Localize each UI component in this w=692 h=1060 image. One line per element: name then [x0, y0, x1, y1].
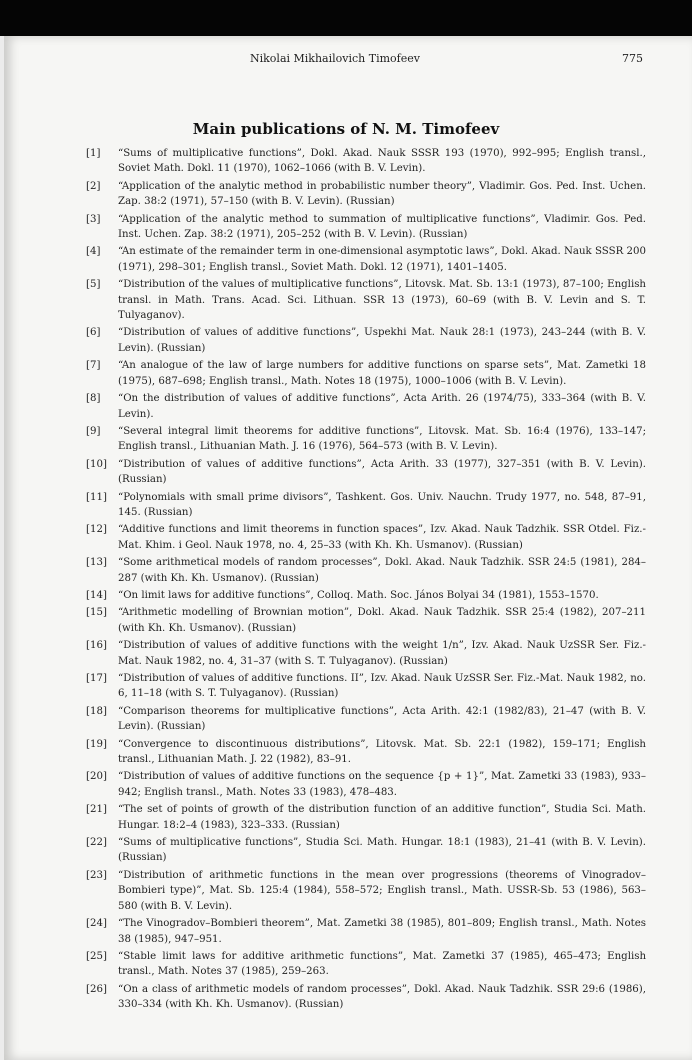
publication-number: [4]	[86, 246, 101, 258]
publication-citation: “An estimate of the remainder term in one-dimensional asymptotic laws”, Dokl. Akad. Nauk SSSR 200 (1971), 298–301; English transl., Soviet Math. Dokl. 12 (1971), 1401–1405.	[118, 246, 646, 273]
running-head: Nikolai Mikhailovich Timofeev	[250, 52, 420, 65]
publication-citation: “Distribution of values of additive functions”, Acta Arith. 33 (1977), 327–351 (with B. V. Levin). (Russian)	[118, 458, 646, 486]
publication-entry	[86, 212, 646, 243]
publication-citation: “Polynomials with small prime divisors”, Tashkent. Gos. Univ. Nauchn. Trudy 1977, no. 548, 87–91, 145. (Russian)	[118, 491, 646, 518]
publication-citation: “Distribution of values of additive functions. II”, Izv. Akad. Nauk UzSSR Ser. Fiz.-Mat. Nauk 1982, no. 6, 11–18 (with S. T. Tulyaganov). (Russian)	[118, 673, 646, 700]
publication-number: [16]	[86, 640, 107, 652]
publication-entry	[86, 802, 646, 833]
publication-entry	[86, 391, 646, 422]
publication-number: [3]	[86, 213, 101, 225]
publication-citation: “Distribution of values of additive functions on the sequence {p + 1}”, Mat. Zametki 33 (1983), 933–942; English transl., Math. Notes 33 (1983), 478–483.	[118, 771, 646, 798]
publication-number: [13]	[86, 557, 107, 569]
publication-number: [26]	[86, 983, 107, 995]
publication-number: [21]	[86, 804, 107, 816]
publication-citation: “Arithmetic modelling of Brownian motion”, Dokl. Akad. Nauk Tadzhik. SSR 25:4 (1982), 207–211 (with Kh. Kh. Usmanov). (Russian)	[118, 607, 646, 634]
publication-entry	[86, 179, 646, 210]
publication-number: [7]	[86, 360, 101, 372]
publication-number: [20]	[86, 771, 107, 783]
section-title: Main publications of N. M. Timofeev	[192, 120, 500, 138]
publication-entry	[86, 835, 646, 866]
publication-citation: “On the distribution of values of additive functions”, Acta Arith. 26 (1974/75), 333–364 (with B. V. Levin).	[118, 393, 646, 420]
publication-number: [6]	[86, 327, 101, 339]
publication-entry	[86, 737, 646, 768]
publication-number: [18]	[86, 705, 107, 717]
publication-entry	[86, 671, 646, 702]
publication-entry	[86, 522, 646, 553]
publication-citation: “An analogue of the law of large numbers for additive functions on sparse sets”, Mat. Zametki 18 (1975), 687–698; English transl., Math. Notes 18 (1975), 1000–1006 (with B. V. Levin).	[118, 360, 646, 387]
publication-citation: “Distribution of values of additive functions”, Uspekhi Mat. Nauk 28:1 (1973), 243–244 (with B. V. Levin). (Russian)	[118, 327, 646, 354]
publication-citation: “Distribution of the values of multiplicative functions”, Litovsk. Mat. Sb. 13:1 (1973), 87–100; English transl. in Math. Trans. Acad. Sci. Lithuan. SSR 13 (1973), 60–69 (with B. V. Levin and S. T. Tulyaganov).	[118, 279, 646, 322]
publication-entry	[86, 555, 646, 586]
publication-number: [5]	[86, 279, 101, 291]
publication-citation: “Convergence to discontinuous distributions”, Litovsk. Mat. Sb. 22:1 (1982), 159–171; English transl., Lithuanian Math. J. 22 (1982), 83–91.	[118, 738, 646, 766]
publication-citation: “Some arithmetical models of random processes”, Dokl. Akad. Nauk Tadzhik. SSR 24:5 (1981), 284–287 (with Kh. Kh. Usmanov). (Russian)	[118, 557, 646, 584]
publication-number: [24]	[86, 918, 107, 930]
publication-citation: “Sums of multiplicative functions”, Dokl. Akad. Nauk SSSR 193 (1970), 992–995; English transl., Soviet Math. Dokl. 11 (1970), 1062–1066 (with B. V. Levin).	[118, 148, 646, 175]
scan-border	[0, 0, 692, 36]
publication-entry	[86, 457, 646, 488]
publication-entry	[86, 358, 646, 389]
publication-entry	[86, 244, 646, 275]
publication-number: [9]	[86, 425, 101, 437]
publication-number: [1]	[86, 148, 101, 159]
publication-number: [2]	[86, 180, 101, 192]
publication-citation: “Distribution of values of additive functions with the weight 1/n”, Izv. Akad. Nauk UzSSR Ser. Fiz.-Mat. Nauk 1982, no. 4, 31–37 (with S. T. Tulyaganov). (Russian)	[118, 640, 646, 667]
publication-entry	[86, 490, 646, 521]
publication-citation: “Additive functions and limit theorems in function spaces”, Izv. Akad. Nauk Tadzhik. SSR Otdel. Fiz.-Mat. Khim. i Geol. Nauk 1978, no. 4, 25–33 (with Kh. Kh. Usmanov). (Russian)	[118, 524, 646, 551]
publication-entry	[86, 982, 646, 1013]
publication-entry	[86, 769, 646, 800]
publication-citation: “The Vinogradov–Bombieri theorem”, Mat. Zametki 38 (1985), 801–809; English transl., Math. Notes 38 (1985), 947–951.	[118, 918, 646, 945]
publication-citation: “Comparison theorems for multiplicative functions”, Acta Arith. 42:1 (1982/83), 21–47 (with B. V. Levin). (Russian)	[118, 705, 646, 733]
publication-citation: “The set of points of growth of the distribution function of an additive function”, Studia Sci. Math. Hungar. 18:2–4 (1983), 323–333. (Russian)	[118, 804, 646, 831]
publication-number: [11]	[86, 491, 107, 503]
publication-citation: “Distribution of arithmetic functions in the mean over progressions (theorems of Vinogradov–Bombieri type)”, Mat. Sb. 125:4 (1984), 558–572; English transl., Math. USSR-Sb. 53 (1986), 563–580 (with B. V. Levin).	[118, 869, 646, 912]
publication-entry	[86, 638, 646, 669]
publication-number: [19]	[86, 738, 107, 750]
publication-number: [23]	[86, 869, 107, 881]
publication-citation: “Sums of multiplicative functions”, Studia Sci. Math. Hungar. 18:1 (1983), 21–41 (with B. V. Levin). (Russian)	[118, 837, 646, 864]
publication-number: [8]	[86, 393, 101, 405]
publication-entry	[86, 704, 646, 735]
publication-citation: “Application of the analytic method to summation of multiplicative functions”, Vladimir. Gos. Ped. Inst. Uchen. Zap. 38:2 (1971), 205–252 (with B. V. Levin). (Russian)	[118, 213, 646, 241]
publication-number: [10]	[86, 458, 107, 470]
publication-number: [15]	[86, 607, 107, 619]
publication-entry	[86, 146, 646, 177]
publication-entry	[86, 605, 646, 636]
publication-number: [22]	[86, 837, 107, 849]
publication-number: [12]	[86, 524, 107, 536]
publication-entry	[86, 868, 646, 914]
publication-citation: “On a class of arithmetic models of random processes”, Dokl. Akad. Nauk Tadzhik. SSR 29:6 (1986), 330–334 (with Kh. Kh. Usmanov). (Russian)	[118, 983, 646, 1011]
publication-citation: “Application of the analytic method in probabilistic number theory”, Vladimir. Gos. Ped. Inst. Uchen. Zap. 38:2 (1971), 57–150 (with B. V. Levin). (Russian)	[118, 180, 646, 208]
publication-citation: “Stable limit laws for additive arithmetic functions”, Mat. Zametki 37 (1985), 465–473; English transl., Math. Notes 37 (1985), 259–263.	[118, 950, 646, 978]
publication-entry	[86, 424, 646, 455]
page-number: 775	[622, 52, 643, 65]
publication-entry	[86, 277, 646, 323]
publication-entry	[86, 949, 646, 980]
publication-citation: “Several integral limit theorems for additive functions”, Litovsk. Mat. Sb. 16:4 (1976), 133–147; English transl., Lithuanian Math. J. 16 (1976), 564–573 (with B. V. Levin).	[118, 425, 646, 453]
publication-number: [17]	[86, 673, 107, 684]
publication-number: [25]	[86, 950, 107, 962]
publication-entry	[86, 588, 646, 603]
publication-list	[86, 146, 646, 1015]
publication-number: [14]	[86, 589, 107, 601]
publication-entry	[86, 916, 646, 947]
publication-citation: “On limit laws for additive functions”, Colloq. Math. Soc. János Bolyai 34 (1981), 1553–1570.	[118, 589, 599, 601]
publication-entry	[86, 325, 646, 356]
